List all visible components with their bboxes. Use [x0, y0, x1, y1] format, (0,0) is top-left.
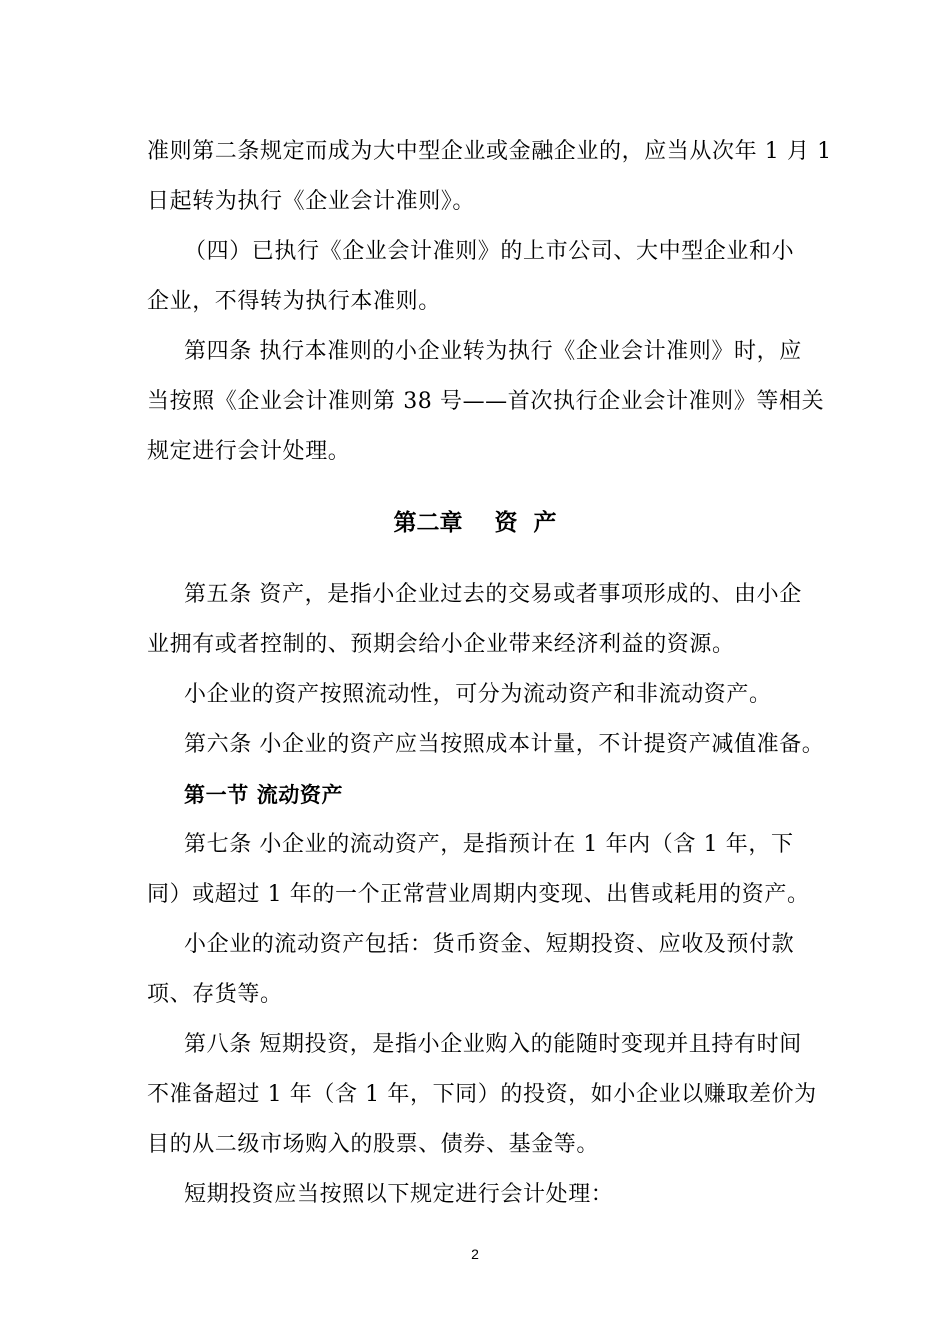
paragraph-line: 业拥有或者控制的、预期会给小企业带来经济利益的资源。 [147, 632, 735, 657]
paragraph-line: 当按照《企业会计准则第 38 号——首次执行企业会计准则》等相关 [147, 389, 825, 414]
paragraph-line: 小企业的资产按照流动性，可分为流动资产和非流动资产。 [184, 682, 772, 707]
paragraph-line: 准则第二条规定而成为大中型企业或金融企业的，应当从次年 1 月 1 [147, 139, 832, 164]
paragraph-line: 项、存货等。 [147, 982, 283, 1007]
paragraph-line: 规定进行会计处理。 [147, 439, 351, 464]
paragraph-line: 日起转为执行《企业会计准则》。 [147, 189, 476, 214]
paragraph-line: 第五条 资产，是指小企业过去的交易或者事项形成的、由小企 [184, 582, 802, 607]
chapter-title: 第二章 资 产 [393, 510, 557, 536]
paragraph-line: 目的从二级市场购入的股票、债券、基金等。 [147, 1132, 600, 1157]
paragraph-line: 第六条 小企业的资产应当按照成本计量，不计提资产减值准备。 [184, 732, 825, 757]
paragraph-line: 企业，不得转为执行本准则。 [147, 289, 441, 314]
paragraph-line: 第八条 短期投资，是指小企业购入的能随时变现并且持有时间 [184, 1032, 802, 1057]
paragraph-line: 短期投资应当按照以下规定进行会计处理： [184, 1182, 614, 1207]
section-heading: 第一节 流动资产 [184, 783, 344, 807]
page-number: 2 [471, 1246, 479, 1262]
paragraph-line: 小企业的流动资产包括：货币资金、短期投资、应收及预付款 [184, 932, 795, 957]
paragraph-line: 第七条 小企业的流动资产，是指预计在 1 年内（含 1 年，下 [184, 832, 794, 857]
paragraph-line: 不准备超过 1 年（含 1 年，下同）的投资，如小企业以赚取差价为 [147, 1082, 817, 1107]
paragraph-line: （四）已执行《企业会计准则》的上市公司、大中型企业和小 [184, 239, 795, 264]
paragraph-line: 第四条 执行本准则的小企业转为执行《企业会计准则》时，应 [184, 339, 802, 364]
paragraph-line: 同）或超过 1 年的一个正常营业周期内变现、出售或耗用的资产。 [147, 882, 810, 907]
